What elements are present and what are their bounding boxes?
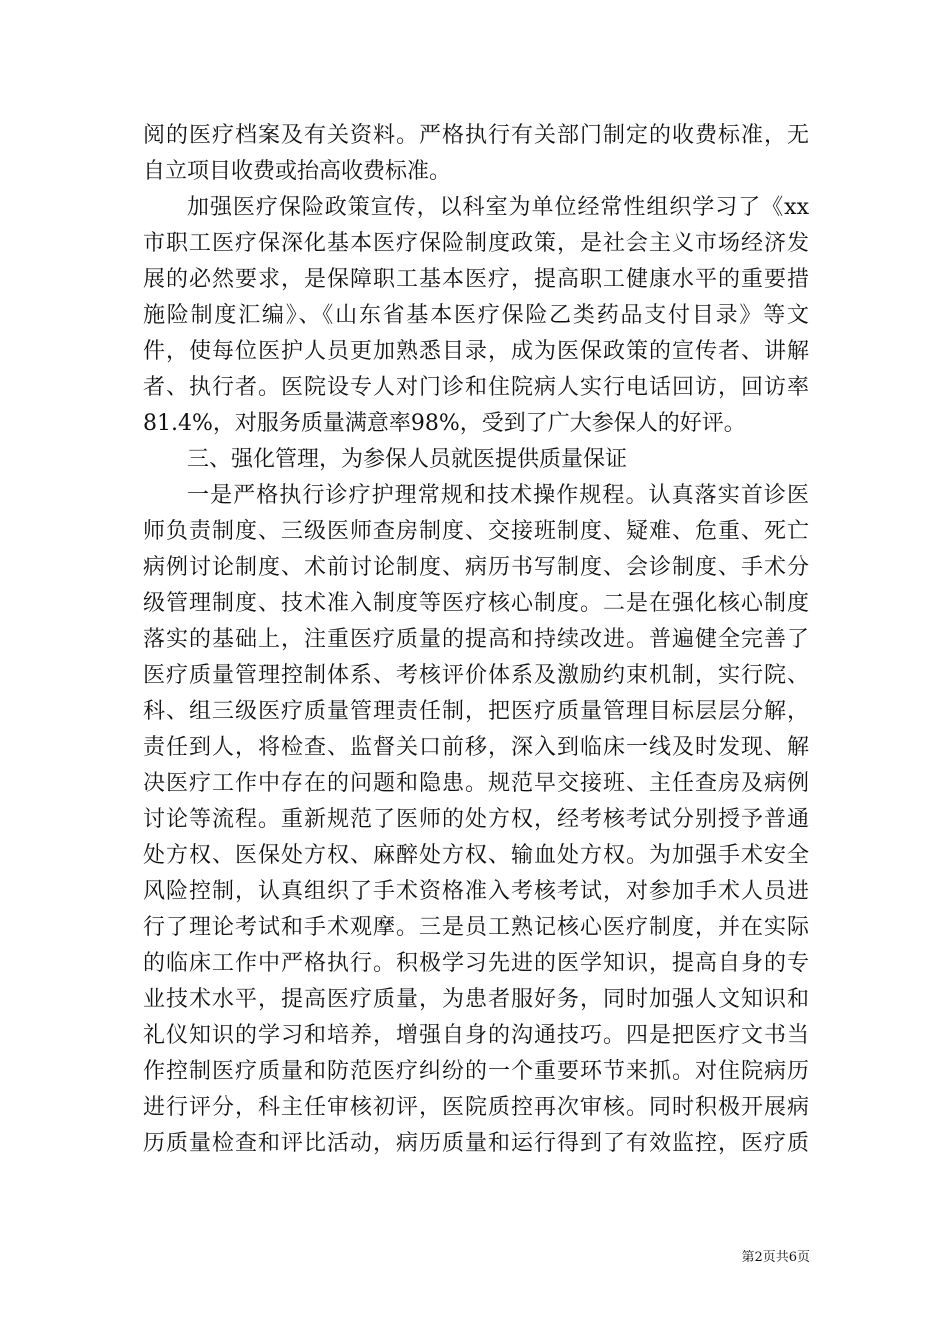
text-line: 讨论等流程。重新规范了医师的处方权，经考核考试分别授予普通	[143, 807, 809, 832]
text-line: 展的必然要求，是保障职工基本医疗，提高职工健康水平的重要措	[143, 267, 809, 292]
text-line: 自立项目收费或抬高收费标准。	[143, 159, 452, 184]
text-line: 阅的医疗档案及有关资料。严格执行有关部门制定的收费标准，无	[143, 123, 809, 148]
text-line: 风险控制，认真组织了手术资格准入考核考试，对参加手术人员进	[143, 879, 809, 904]
text-line: 历质量检查和评比活动，病历质量和运行得到了有效监控，医疗质	[143, 1131, 809, 1156]
text-line: 责任到人，将检查、监督关口前移，深入到临床一线及时发现、解	[143, 735, 809, 760]
section-heading-text: 三、强化管理，为参保人员就医提供质量保证	[187, 447, 628, 472]
text-line: 81.4%，对服务质量满意率98%，受到了广大参保人的好评。	[143, 411, 746, 436]
text-line: 级管理制度、技术准入制度等医疗核心制度。二是在强化核心制度	[143, 591, 809, 616]
text-line: 病例讨论制度、术前讨论制度、病历书写制度、会诊制度、手术分	[143, 555, 809, 580]
text-line: 处方权、医保处方权、麻醉处方权、输血处方权。为加强手术安全	[143, 843, 809, 868]
text-line: 加强医疗保险政策宣传，以科室为单位经常性组织学习了《xx	[187, 195, 809, 220]
text-line: 一是严格执行诊疗护理常规和技术操作规程。认真落实首诊医	[187, 483, 809, 508]
document-body	[143, 118, 809, 1162]
page-number: 第2页共6页	[741, 1250, 810, 1265]
text-line: 进行评分，科主任审核初评，医院质控再次审核。同时积极开展病	[143, 1095, 809, 1120]
text-line: 医疗质量管理控制体系、考核评价体系及激励约束机制，实行院、	[143, 663, 809, 688]
section-heading	[143, 442, 809, 478]
text-line: 市职工医疗保深化基本医疗保险制度政策，是社会主义市场经济发	[143, 231, 809, 256]
text-line: 落实的基础上，注重医疗质量的提高和持续改进。普遍健全完善了	[143, 627, 809, 652]
text-line: 业技术水平，提高医疗质量，为患者服好务，同时加强人文知识和	[143, 987, 809, 1012]
text-line: 行了理论考试和手术观摩。三是员工熟记核心医疗制度，并在实际	[143, 915, 809, 940]
text-line: 决医疗工作中存在的问题和隐患。规范早交接班、主任查房及病例	[143, 771, 809, 796]
text-line: 件，使每位医护人员更加熟悉目录，成为医保政策的宣传者、讲解	[143, 339, 809, 364]
paragraph-continuation	[143, 118, 809, 190]
paragraph-quality-management	[143, 478, 809, 1162]
paragraph-insurance-policy	[143, 190, 809, 442]
text-line: 科、组三级医疗质量管理责任制，把医疗质量管理目标层层分解，	[143, 699, 809, 724]
text-line: 施险制度汇编》、《山东省基本医疗保险乙类药品支付目录》等文	[143, 303, 809, 328]
text-line: 师负责制度、三级医师查房制度、交接班制度、疑难、危重、死亡	[143, 519, 809, 544]
text-line: 的临床工作中严格执行。积极学习先进的医学知识，提高自身的专	[143, 951, 809, 976]
text-line: 者、执行者。医院设专人对门诊和住院病人实行电话回访，回访率	[143, 375, 809, 400]
text-line: 礼仪知识的学习和培养，增强自身的沟通技巧。四是把医疗文书当	[143, 1023, 809, 1048]
text-line: 作控制医疗质量和防范医疗纠纷的一个重要环节来抓。对住院病历	[143, 1059, 809, 1084]
